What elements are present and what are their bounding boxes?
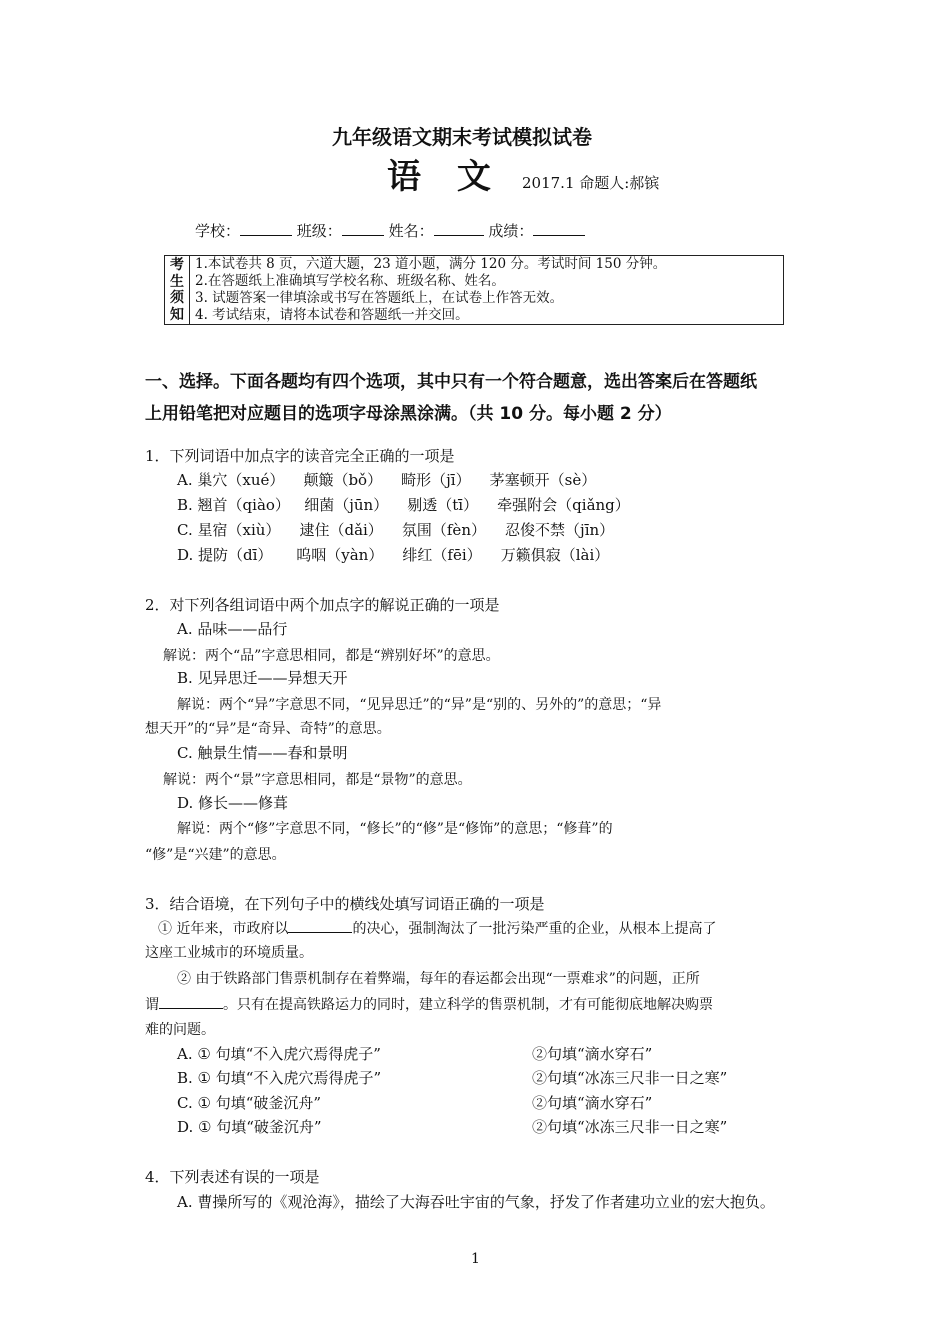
notice-label bbox=[165, 256, 190, 325]
q3-option-a-right: ②句填“滴水穿石” bbox=[532, 1045, 653, 1063]
score-blank[interactable] bbox=[533, 221, 585, 236]
name-blank[interactable] bbox=[434, 221, 484, 236]
q2-option-d-explanation-cont: “修”是“兴建”的意思。 bbox=[145, 847, 286, 863]
q2-option-c-explanation: 解说：两个“景”字意思相同，都是“景物”的意思。 bbox=[163, 772, 472, 788]
q3-blank-2 bbox=[159, 994, 223, 1009]
q3-sentence2: ② 由于铁路部门售票机制存在着弊端，每年的春运都会出现“一票难求”的问题，正所 bbox=[177, 971, 700, 987]
q4-stem: 4．下列表述有误的一项是 bbox=[145, 1168, 320, 1186]
score-label: 成绩： bbox=[488, 222, 534, 240]
q3-option-d-left: D. ① 句填“破釜沉舟” bbox=[177, 1118, 322, 1136]
q2-option-b-explanation-cont: 想天开”的“异”是“奇异、奇特”的意思。 bbox=[145, 721, 391, 737]
q2-stem: 2．对下列各组词语中两个加点字的解说正确的一项是 bbox=[145, 596, 500, 614]
notice-label-char: 知 bbox=[170, 306, 184, 323]
q2-option-c: C. 触景生情——春和景明 bbox=[177, 744, 348, 762]
school-label: 学校： bbox=[195, 222, 241, 240]
notice-item: 1.本试卷共 8 页，六道大题，23 道小题，满分 120 分。考试时间 150 分钟。 bbox=[195, 256, 667, 272]
q2-option-a: A. 品味——品行 bbox=[177, 620, 288, 638]
q4-option-a: A. 曹操所写的《观沧海》，描绘了大海吞吐宇宙的气象，抒发了作者建功立业的宏大抱负。 bbox=[177, 1193, 775, 1211]
school-blank[interactable] bbox=[240, 221, 292, 236]
class-blank[interactable] bbox=[342, 221, 384, 236]
name-label: 姓名： bbox=[388, 222, 434, 240]
section1-heading-line1: 一、选择。下面各题均有四个选项，其中只有一个符合题意，选出答案后在答题纸 bbox=[145, 372, 757, 392]
q3-blank-1 bbox=[288, 918, 352, 933]
exam-meta: 2017.1 命题人:郝镔 bbox=[522, 174, 660, 192]
q3-sentence1-text: 的决心，强制淘汰了一批污染严重的企业，从根本上提高了 bbox=[352, 921, 717, 937]
q2-option-d-explanation: 解说：两个“修”字意思不同，“修长”的“修”是“修饰”的意思；“修葺”的 bbox=[177, 821, 613, 837]
q2-option-d: D. 修长——修葺 bbox=[177, 794, 289, 812]
q3-option-b-right: ②句填“冰冻三尺非一日之寒” bbox=[532, 1069, 728, 1087]
q3-option-a-left: A. ① 句填“不入虎穴焉得虎子” bbox=[177, 1045, 381, 1063]
q1-stem: 1．下列词语中加点字的读音完全正确的一项是 bbox=[145, 447, 455, 465]
section1-heading-line2: 上用铅笔把对应题目的选项字母涂黑涂满。（共 10 分。每小题 2 分） bbox=[145, 404, 672, 424]
class-label: 班级： bbox=[296, 222, 342, 240]
notice-label-char: 生 bbox=[170, 273, 184, 290]
q3-sentence2-text: 。只有在提高铁路运力的同时，建立科学的售票机制，才有可能彻底地解决购票 bbox=[223, 997, 713, 1013]
subject-title: 语 文 bbox=[387, 157, 503, 197]
q3-option-c-right: ②句填“滴水穿石” bbox=[532, 1094, 653, 1112]
q3-option-b-left: B. ① 句填“不入虎穴焉得虎子” bbox=[177, 1069, 382, 1087]
q1-option-b: B. 翘首（qiào） 细菌（jūn） 剔透（tī） 牵强附会（qiǎng） bbox=[177, 496, 630, 514]
q3-sentence1-text: ① 近年来，市政府以 bbox=[158, 921, 289, 937]
q3-sentence2-text: 谓 bbox=[145, 997, 159, 1013]
notice-label-char: 须 bbox=[170, 290, 184, 306]
notice-item: 3. 试题答案一律填涂或书写在答题纸上，在试卷上作答无效。 bbox=[195, 290, 564, 306]
q3-sentence2-cont bbox=[145, 994, 713, 1016]
q1-option-a: A. 巢穴（xué） 颠簸（bǒ） 畸形（jī） 茅塞顿开（sè） bbox=[177, 471, 597, 489]
student-info-row bbox=[195, 220, 585, 242]
notice-label-char: 考 bbox=[170, 257, 184, 273]
exam-title: 九年级语文期末考试模拟试卷 bbox=[332, 125, 592, 149]
q3-option-d-right: ②句填“冰冻三尺非一日之寒” bbox=[532, 1118, 728, 1136]
q1-option-d: D. 提防（dī） 呜咽（yàn） 绯红（fēi） 万籁俱寂（lài） bbox=[177, 546, 610, 564]
notice-item: 4. 考试结束，请将本试卷和答题纸一并交回。 bbox=[195, 307, 469, 323]
q2-option-b-explanation: 解说：两个“异”字意思不同，“见异思迁”的“异”是“别的、另外的”的意思；“异 bbox=[177, 697, 662, 713]
q3-sentence1-cont: 这座工业城市的环境质量。 bbox=[145, 945, 313, 961]
q2-option-a-explanation: 解说：两个“品”字意思相同，都是“辨别好坏”的意思。 bbox=[163, 648, 500, 664]
q3-sentence1 bbox=[158, 918, 716, 940]
notice-items bbox=[195, 256, 666, 324]
q3-sentence2-end: 难的问题。 bbox=[145, 1022, 215, 1038]
q2-option-b: B. 见异思迁——异想天开 bbox=[177, 669, 348, 687]
exam-notice-box bbox=[164, 255, 784, 325]
page-number: 1 bbox=[471, 1251, 480, 1267]
notice-item: 2.在答题纸上准确填写学校名称、班级名称、姓名。 bbox=[195, 273, 505, 289]
q3-option-c-left: C. ① 句填“破釜沉舟” bbox=[177, 1094, 322, 1112]
q1-option-c: C. 星宿（xiù） 逮住（dǎi） 氛围（fèn） 忍俊不禁（jīn） bbox=[177, 521, 615, 539]
q3-stem: 3．结合语境，在下列句子中的横线处填写词语正确的一项是 bbox=[145, 895, 545, 913]
